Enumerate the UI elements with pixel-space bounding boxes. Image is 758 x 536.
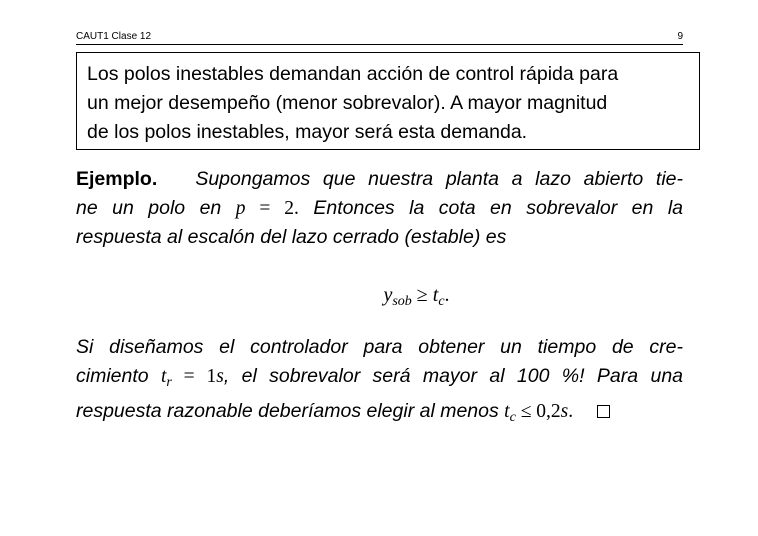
conclusion-text-2-post: , el sobrevalor será mayor al 100 %! Para una (223, 365, 684, 387)
conclusion-paragraph (76, 333, 683, 432)
tr-variable: t (160, 366, 167, 387)
example-line-3: respuesta al escalón del lazo cerrado (estable) es (76, 226, 507, 248)
display-equation (76, 281, 757, 316)
eq-t: t (432, 284, 439, 306)
box-line-2: un mejor desempeño (menor sobrevalor). A mayor magnitud (87, 92, 608, 114)
qed-square-icon (597, 405, 610, 418)
tc-relation: ≤ 0,2 (515, 401, 561, 422)
tr-subscript: r (166, 375, 172, 390)
pole-variable: p (235, 198, 246, 219)
page-number: 9 (677, 31, 683, 42)
tc-subscript: c (509, 410, 516, 425)
box-line-1: Los polos inestables demandan acción de control rápida para (87, 63, 619, 85)
tc-variable: t (504, 401, 510, 422)
example-text-2-pre: ne un polo en (76, 197, 222, 219)
course-title: CAUT1 Clase 12 (76, 31, 152, 42)
example-text-1: Supongamos que nuestra planta a lazo abierto tie- (195, 168, 683, 190)
conclusion-text-2-pre: cimiento (76, 365, 149, 387)
pole-value: = 2. (245, 198, 299, 219)
eq-end: . (444, 284, 450, 306)
tc-end: . (568, 401, 574, 422)
eq-y: y (383, 284, 393, 306)
example-label: Ejemplo. (76, 168, 158, 190)
conclusion-text-3-pre: respuesta razonable deberíamos elegir al menos (76, 400, 499, 422)
conclusion-line-1: Si diseñamos el controlador para obtener un tiempo de cre- (76, 336, 683, 358)
example-paragraph (76, 165, 683, 252)
header-rule (76, 44, 683, 45)
example-line-1 (76, 165, 683, 194)
conclusion-line-3 (76, 397, 683, 432)
tr-unit: s (216, 366, 224, 387)
box-line-3: de los polos inestables, mayor será esta demanda. (87, 121, 528, 143)
tc-unit: s (560, 401, 569, 422)
eq-t-sub: c (438, 294, 445, 309)
example-text-2-post: Entonces la cota en sobrevalor en la (313, 197, 683, 219)
tr-equals: = 1 (171, 366, 217, 387)
key-statement-box (76, 52, 700, 150)
eq-y-sub: sob (392, 294, 412, 309)
example-line-2 (76, 194, 683, 223)
conclusion-line-2 (76, 362, 683, 397)
eq-relation: ≥ (411, 284, 433, 306)
